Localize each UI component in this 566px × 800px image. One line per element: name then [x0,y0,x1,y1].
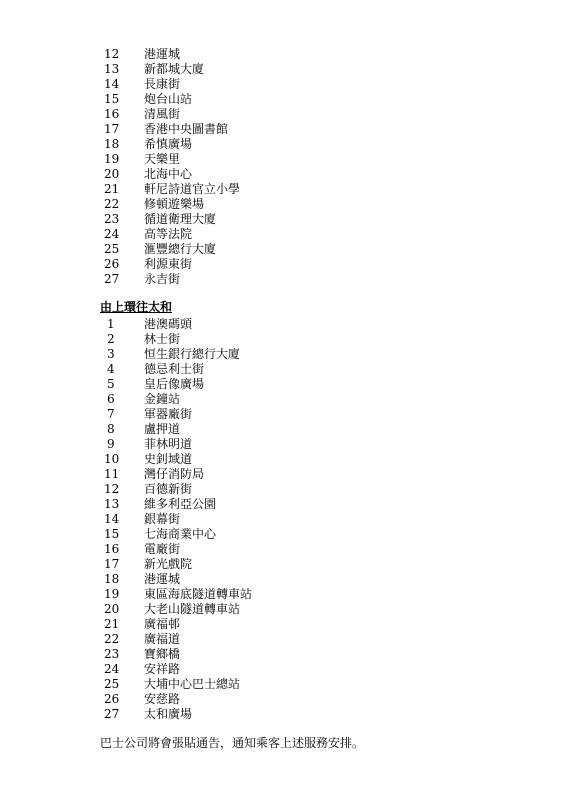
stop-name: 史釗域道 [144,452,193,466]
stop-number: 21 [104,182,120,196]
stop-name: 大老山隧道轉車站 [144,602,241,616]
stop-number: 23 [104,212,120,226]
stop-name: 恒生銀行總行大廈 [144,347,241,361]
stop-name: 天樂里 [144,152,181,166]
stop-name: 林士街 [144,332,181,346]
stop-number: 15 [104,92,120,106]
stop-name: 高等法院 [144,227,193,241]
stop-number: 26 [104,692,120,706]
notice-text: 巴士公司將會張貼通告，通知乘客上述服務安排。 [100,736,365,750]
stop-number: 19 [104,152,120,166]
stop-number: 14 [104,77,120,91]
stop-name: 安慈路 [144,692,181,706]
stop-number: 11 [104,467,120,481]
stop-number: 15 [104,527,120,541]
stop-name: 盧押道 [144,422,181,436]
stop-name: 百德新街 [144,482,193,496]
stop-name: 電廠街 [144,542,181,556]
stop-name: 七海商業中心 [144,527,217,541]
stop-name: 北海中心 [144,167,193,181]
stop-name: 皇后像廣場 [144,377,205,391]
stop-name: 清風街 [144,107,181,121]
stop-name: 香港中央圖書館 [144,122,229,136]
stop-name: 港澳碼頭 [144,317,193,331]
stop-name: 修頓遊樂場 [144,197,205,211]
stop-name: 新都城大廈 [144,62,205,76]
stop-number: 7 [107,407,115,421]
stop-name: 港運城 [144,47,181,61]
stop-number: 27 [104,707,120,721]
stop-number: 25 [104,242,120,256]
stop-name: 菲林明道 [144,437,193,451]
stop-number: 14 [104,512,120,526]
stop-number: 19 [104,587,120,601]
stop-name: 永吉街 [144,272,181,286]
stop-number: 13 [104,497,120,511]
stop-number: 6 [107,392,115,406]
stop-name: 金鐘站 [144,392,181,406]
stop-name: 大埔中心巴士總站 [144,677,241,691]
stop-number: 25 [104,677,120,691]
stop-number: 10 [104,452,120,466]
stop-name: 新光戲院 [144,557,193,571]
stop-name: 德忌利士街 [144,362,205,376]
stop-number: 16 [104,542,120,556]
stop-number: 16 [104,107,120,121]
stop-name: 廣福邨 [144,617,181,631]
stop-number: 12 [104,482,120,496]
stop-name: 廣福道 [144,632,181,646]
stop-name: 滙豐總行大廈 [144,242,217,256]
stop-name: 軒尼詩道官立小學 [144,182,241,196]
stop-number: 17 [104,122,120,136]
stop-name: 安祥路 [144,662,181,676]
stop-number: 22 [104,632,120,646]
stop-number: 13 [104,62,120,76]
stop-name: 維多利亞公園 [144,497,217,511]
stop-number: 17 [104,557,120,571]
stop-number: 22 [104,197,120,211]
stop-number: 21 [104,617,120,631]
stop-number: 20 [104,602,120,616]
stop-name: 東區海底隧道轉車站 [144,587,253,601]
stop-name: 利源東街 [144,257,193,271]
stop-number: 18 [104,137,120,151]
stop-number: 9 [107,437,115,451]
stop-name: 港運城 [144,572,181,586]
stop-number: 23 [104,647,120,661]
stop-number: 18 [104,572,120,586]
stop-name: 寶鄉橋 [144,647,181,661]
stop-number: 20 [104,167,120,181]
stop-number: 2 [107,332,115,346]
stop-name: 太和廣場 [144,707,193,721]
stop-name: 軍器廠街 [144,407,193,421]
stop-number: 24 [104,227,120,241]
stop-name: 銀幕街 [144,512,181,526]
stop-number: 12 [104,47,120,61]
stop-number: 8 [107,422,115,436]
stop-number: 27 [104,272,120,286]
stop-number: 4 [107,362,115,376]
stop-number: 5 [107,377,115,391]
stop-name: 炮台山站 [144,92,193,106]
stop-name: 循道衛理大廈 [144,212,217,226]
stop-name: 灣仔消防局 [144,467,205,481]
stop-name: 長康街 [144,77,181,91]
stop-number: 26 [104,257,120,271]
stop-number: 1 [107,317,115,331]
stop-number: 24 [104,662,120,676]
stop-name: 希慎廣場 [144,137,193,151]
section-heading: 由上環往太和 [100,300,173,314]
stop-number: 3 [107,347,115,361]
